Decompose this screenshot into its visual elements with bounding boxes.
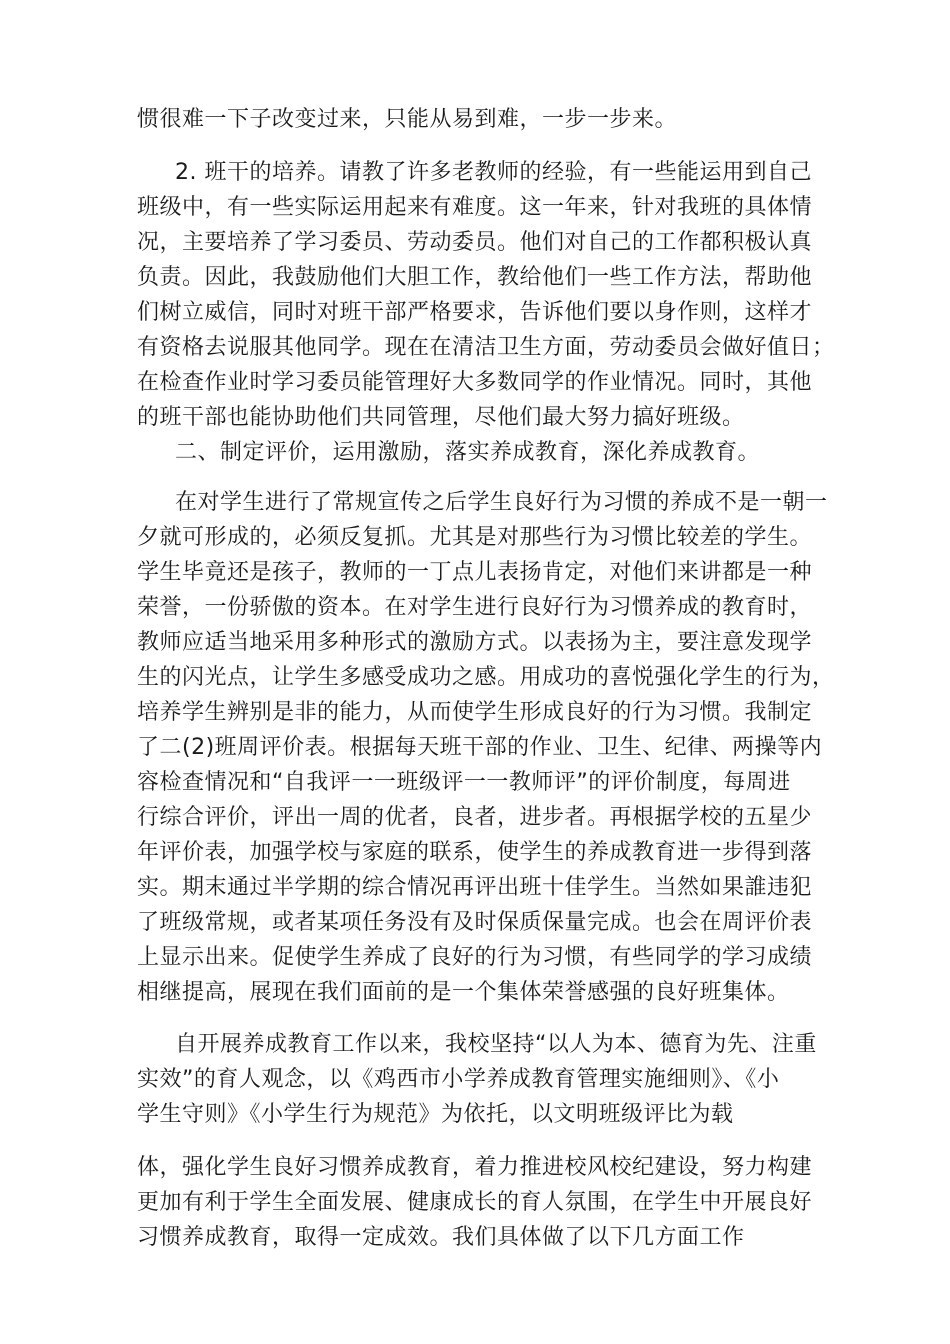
text-line: 更加有利于学生全面发展、健康成长的育人氛围，在学生中开展良好 — [137, 1190, 813, 1215]
text-line: 们树立威信，同时对班干部严格要求，告诉他们要以身作则，这样才 — [137, 300, 813, 325]
section-heading: 二、制定评价，运用激励，落实养成教育，深化养成教育。 — [175, 440, 761, 465]
text-line: 负责。因此，我鼓励他们大胆工作，教给他们一些工作方法，帮助他 — [137, 265, 813, 290]
text-line: 的班干部也能协助他们共同管理，尽他们最大努力搞好班级。 — [137, 405, 745, 430]
text-line: 况，主要培养了学习委员、劳动委员。他们对自己的工作都积极认真 — [137, 230, 813, 255]
text-line: 惯很难一下子改变过来，只能从易到难，一步一步来。 — [137, 107, 678, 132]
text-line: 了二(2)班周评价表。根据每天班干部的作业、卫生、纪律、两操等内 — [137, 735, 823, 760]
text-line: 了班级常规，或者某项任务没有及时保质保量完成。也会在周评价表 — [137, 910, 813, 935]
text-line: 夕就可形成的，必须反复抓。尤其是对那些行为习惯比较差的学生。 — [137, 525, 813, 550]
text-line: 荣誉，一份骄傲的资本。在对学生进行良好行为习惯养成的教育时， — [137, 595, 813, 620]
text-line: 班级中，有一些实际运用起来有难度。这一年来，针对我班的具体情 — [137, 195, 813, 220]
text-line: 学生守则》《小学生行为规范》为依托，以文明班级评比为载 — [137, 1102, 734, 1127]
text-line: 自开展养成教育工作以来，我校坚持“以人为本、德育为先、注重 — [175, 1032, 817, 1057]
text-line: 行综合评价，评出一周的优者，良者，进步者。再根据学校的五星少 — [137, 805, 813, 830]
text-line: 容检查情况和“自我评一一班级评一一教师评”的评价制度，每周进 — [137, 770, 791, 795]
text-line: 2. 班干的培养。请教了许多老教师的经验，有一些能运用到自己 — [175, 160, 812, 185]
text-line: 实效”的育人观念，以《鸡西市小学养成教育管理实施细则》、《小 — [137, 1067, 780, 1092]
text-line: 实。期末通过半学期的综合情况再评出班十佳学生。当然如果誰违犯 — [137, 875, 813, 900]
text-line: 年评价表，加强学校与家庭的联系，使学生的养成教育进一步得到落 — [137, 840, 813, 865]
text-line: 生的闪光点，让学生多感受成功之感。用成功的喜悦强化学生的行为， — [137, 665, 835, 690]
text-line: 习惯养成教育，取得一定成效。我们具体做了以下几方面工作 — [137, 1225, 745, 1250]
text-line: 教师应适当地采用多种形式的激励方式。以表扬为主，要注意发现学 — [137, 630, 813, 655]
text-line: 有资格去说服其他同学。现在在清洁卫生方面，劳动委员会做好值日； — [137, 335, 835, 360]
text-line: 学生毕竟还是孩子，教师的一丁点儿表扬肯定，对他们来讲都是一种 — [137, 560, 813, 585]
text-line: 上显示出来。促使学生养成了良好的行为习惯，有些同学的学习成绩 — [137, 945, 813, 970]
text-line: 在检查作业时学习委员能管理好大多数同学的作业情况。同时，其他 — [137, 370, 813, 395]
text-line: 培养学生辨别是非的能力，从而使学生形成良好的行为习惯。我制定 — [137, 700, 813, 725]
text-line: 在对学生进行了常规宣传之后学生良好行为习惯的养成不是一朝一 — [175, 490, 828, 515]
text-line: 相继提高，展现在我们面前的是一个集体荣誉感强的良好班集体。 — [137, 980, 790, 1005]
text-line: 体，强化学生良好习惯养成教育，着力推进校风校纪建设，努力构建 — [137, 1155, 813, 1180]
